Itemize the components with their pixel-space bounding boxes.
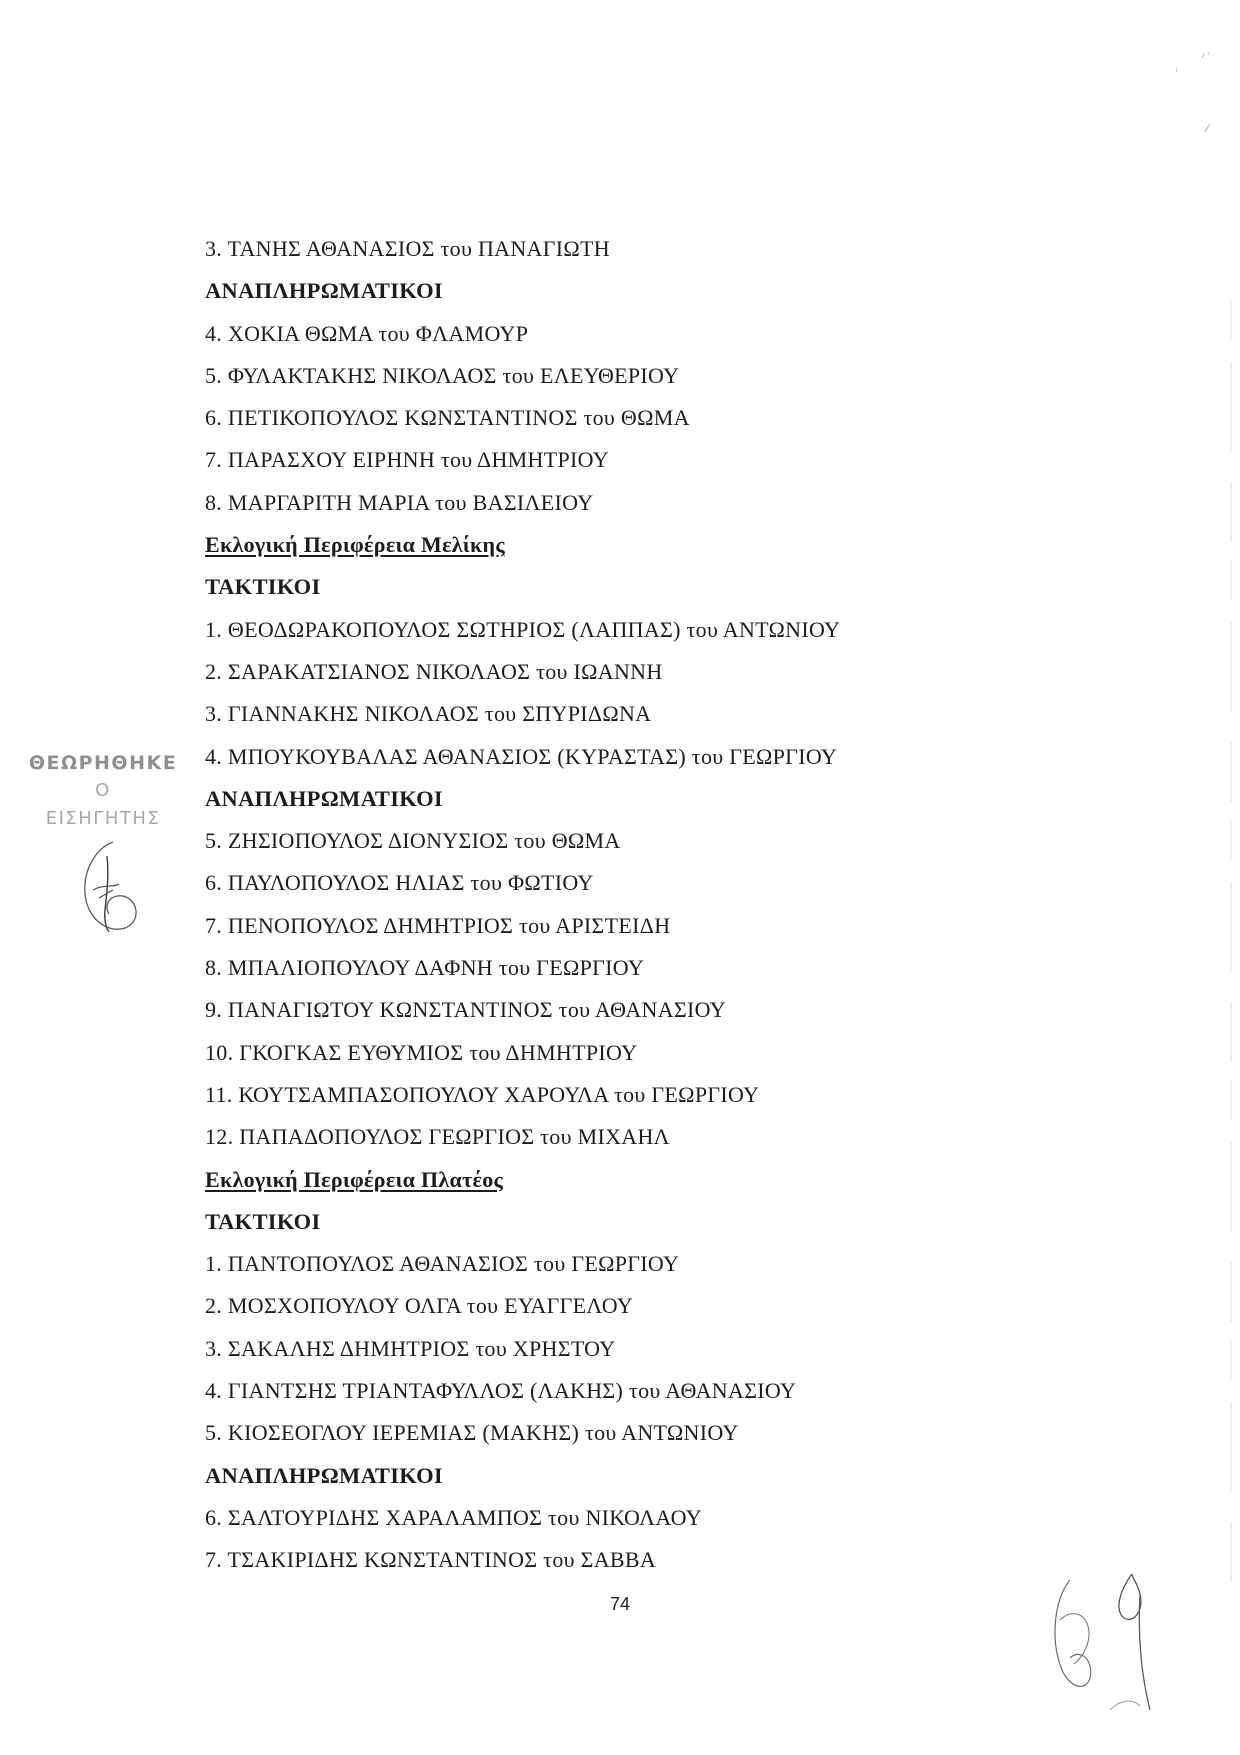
list-item: 4. ΓΙΑΝΤΣΗΣ ΤΡΙΑΝΤΑΦΥΛΛΟΣ (ΛΑΚΗΣ) του ΑΘΑΝΑΣΙΟΥ: [205, 1378, 797, 1404]
list-item: 5. ΦΥΛΑΚΤΑΚΗΣ ΝΙΚΟΛΑΟΣ του ΕΛΕΥΘΕΡΙΟΥ: [205, 362, 680, 388]
document-body: [205, 228, 965, 1582]
list-item: 6. ΠΑΥΛΟΠΟΥΛΟΣ ΗΛΙΑΣ του ΦΩΤΙΟΥ: [205, 870, 594, 896]
review-stamp: [8, 752, 208, 942]
list-item: 6. ΣΑΛΤΟΥΡΙΔΗΣ ΧΑΡΑΛΑΜΠΟΣ του ΝΙΚΟΛΑΟΥ: [205, 1504, 702, 1530]
list-item: 6. ΠΕΤΙΚΟΠΟΥΛΟΣ ΚΩΝΣΤΑΝΤΙΝΟΣ του ΘΩΜΑ: [205, 405, 690, 431]
stamp-signature-icon: [63, 834, 153, 944]
list-item: 5. ΚΙΟΣΕΟΓΛΟΥ ΙΕΡΕΜΙΑΣ (ΜΑΚΗΣ) του ΑΝΤΩΝΙΟΥ: [205, 1420, 739, 1446]
scan-edge-shadow: [1228, 300, 1234, 1600]
list-item: 3. ΣΑΚΑΛΗΣ ΔΗΜΗΤΡΙΟΣ του ΧΡΗΣΤΟΥ: [205, 1335, 616, 1361]
section-heading: ΤΑΚΤΙΚΟΙ: [205, 574, 321, 600]
list-item: 12. ΠΑΠΑΔΟΠΟΥΛΟΣ ΓΕΩΡΓΙΟΣ του ΜΙΧΑΗΛ: [205, 1124, 670, 1150]
list-item: 8. ΜΠΑΛΙΟΠΟΥΛΟΥ ΔΑΦΝΗ του ΓΕΩΡΓΙΟΥ: [205, 955, 645, 981]
stamp-line-2: Ο: [95, 780, 111, 801]
list-item: 7. ΠΑΡΑΣΧΟΥ ΕΙΡΗΝΗ του ΔΗΜΗΤΡΙΟΥ: [205, 447, 609, 473]
bottom-signature-icon: [1040, 1560, 1190, 1720]
list-item: 4. ΜΠΟΥΚΟΥΒΑΛΑΣ ΑΘΑΝΑΣΙΟΣ (ΚΥΡΑΣΤΑΣ) του ΓΕΩΡΓΙΟΥ: [205, 743, 838, 769]
district-heading: Εκλογική Περιφέρεια Πλατέος: [205, 1166, 504, 1192]
scan-marks: [1140, 40, 1230, 140]
section-heading: ΤΑΚΤΙΚΟΙ: [205, 1208, 321, 1234]
list-item: 8. ΜΑΡΓΑΡΙΤΗ ΜΑΡΙΑ του ΒΑΣΙΛΕΙΟΥ: [205, 489, 594, 515]
list-item: 10. ΓΚΟΓΚΑΣ ΕΥΘΥΜΙΟΣ του ΔΗΜΗΤΡΙΟΥ: [205, 1039, 638, 1065]
list-item: 5. ΖΗΣΙΟΠΟΥΛΟΣ ΔΙΟΝΥΣΙΟΣ του ΘΩΜΑ: [205, 828, 621, 854]
section-heading: ΑΝΑΠΛΗΡΩΜΑΤΙΚΟΙ: [205, 785, 443, 811]
stamp-line-1: ΘΕΩΡΗΘΗΚΕ: [28, 752, 178, 774]
list-item: 7. ΠΕΝΟΠΟΥΛΟΣ ΔΗΜΗΤΡΙΟΣ του ΑΡΙΣΤΕΙΔΗ: [205, 912, 671, 938]
list-item: 3. ΤΑΝΗΣ ΑΘΑΝΑΣΙΟΣ του ΠΑΝΑΓΙΩΤΗ: [205, 236, 610, 261]
list-item: 11. ΚΟΥΤΣΑΜΠΑΣΟΠΟΥΛΟΥ ΧΑΡΟΥΛΑ του ΓΕΩΡΓΙΟΥ: [205, 1081, 760, 1107]
list-item: 4. ΧΟΚΙΑ ΘΩΜΑ του ΦΛΑΜΟΥΡ: [205, 320, 529, 346]
list-item: 2. ΣΑΡΑΚΑΤΣΙΑΝΟΣ ΝΙΚΟΛΑΟΣ του ΙΩΑΝΝΗ: [205, 658, 663, 684]
stamp-line-3: ΕΙΣΗΓΗΤΗΣ: [45, 808, 161, 829]
list-item: 1. ΘΕΟΔΩΡΑΚΟΠΟΥΛΟΣ ΣΩΤΗΡΙΟΣ (ΛΑΠΠΑΣ) του ΑΝΤΩΝΙΟΥ: [205, 616, 841, 642]
list-item: 2. ΜΟΣΧΟΠΟΥΛΟΥ ΟΛΓΑ του ΕΥΑΓΓΕΛΟΥ: [205, 1293, 634, 1319]
section-heading: ΑΝΑΠΛΗΡΩΜΑΤΙΚΟΙ: [205, 1462, 443, 1488]
district-heading: Εκλογική Περιφέρεια Μελίκης: [205, 532, 505, 558]
list-item: 3. ΓΙΑΝΝΑΚΗΣ ΝΙΚΟΛΑΟΣ του ΣΠΥΡΙΔΩΝΑ: [205, 701, 652, 727]
page-number: 74: [609, 1594, 631, 1614]
list-item: 7. ΤΣΑΚΙΡΙΔΗΣ ΚΩΝΣΤΑΝΤΙΝΟΣ του ΣΑΒΒΑ: [205, 1547, 657, 1573]
list-item: 9. ΠΑΝΑΓΙΩΤΟΥ ΚΩΝΣΤΑΝΤΙΝΟΣ του ΑΘΑΝΑΣΙΟΥ: [205, 997, 726, 1023]
section-heading: ΑΝΑΠΛΗΡΩΜΑΤΙΚΟΙ: [205, 278, 443, 304]
list-item: 1. ΠΑΝΤΟΠΟΥΛΟΣ ΑΘΑΝΑΣΙΟΣ του ΓΕΩΡΓΙΟΥ: [205, 1251, 680, 1277]
